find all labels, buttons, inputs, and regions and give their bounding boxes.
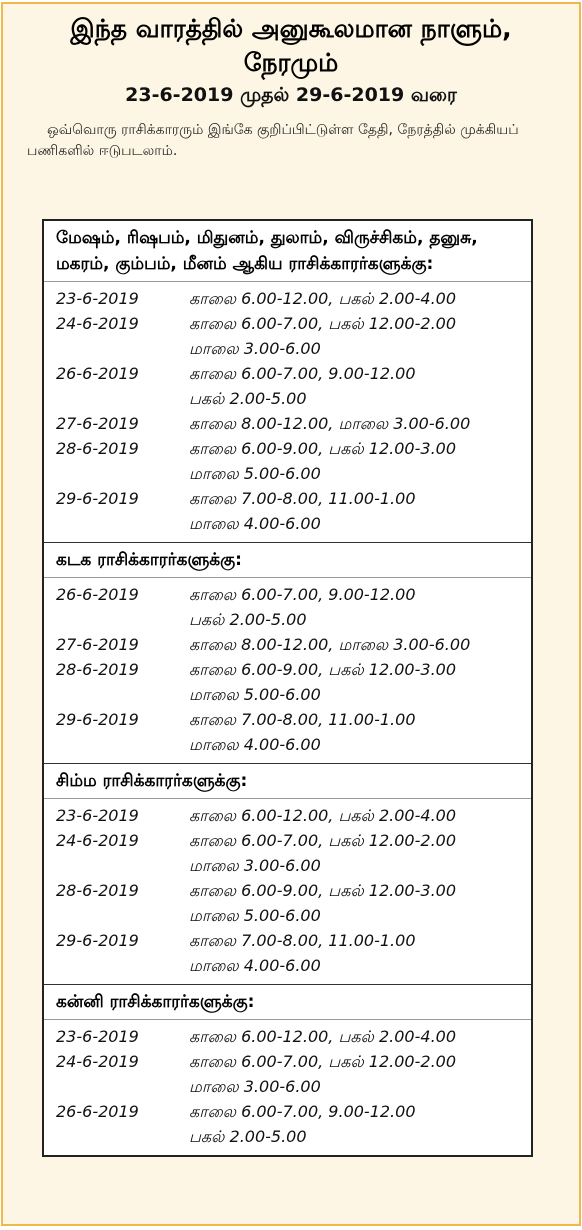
schedule-date: 23-6-2019 <box>56 289 139 308</box>
time-slot-line: காலை 6.00-7.00, 9.00-12.00 <box>189 364 416 383</box>
time-slot-line: காலை 8.00-12.00, மாலை 3.00-6.00 <box>189 414 471 433</box>
schedule-times <box>189 411 531 436</box>
schedule-times <box>189 707 531 757</box>
time-slot-line: பகல் 2.00-5.00 <box>189 610 307 629</box>
section-heading: கடக ராசிக்காரர்களுக்கு: <box>44 543 531 578</box>
schedule-row <box>44 436 531 486</box>
schedule-date: 26-6-2019 <box>56 585 139 604</box>
time-slot-line: காலை 6.00-7.00, 9.00-12.00 <box>189 585 416 604</box>
schedule-times <box>189 803 531 828</box>
schedule-date: 23-6-2019 <box>56 806 139 825</box>
time-slot-line: மாலை 3.00-6.00 <box>189 856 321 875</box>
page-frame <box>1 2 581 1226</box>
section-heading: கன்னி ராசிக்காரர்களுக்கு: <box>44 985 531 1020</box>
schedule-date: 27-6-2019 <box>56 414 139 433</box>
time-slot-line: மாலை 4.00-6.00 <box>189 514 321 533</box>
schedule-times <box>189 657 531 707</box>
schedule-row <box>44 1099 531 1149</box>
time-slot-line: காலை 6.00-12.00, பகல் 2.00-4.00 <box>189 289 457 308</box>
schedule-date: 23-6-2019 <box>56 1027 139 1046</box>
schedule-row <box>44 657 531 707</box>
time-slot-line: காலை 7.00-8.00, 11.00-1.00 <box>189 931 416 950</box>
schedule-date: 26-6-2019 <box>56 1102 139 1121</box>
schedule-times <box>189 311 531 361</box>
schedule-row <box>44 582 531 632</box>
time-slot-line: காலை 6.00-9.00, பகல் 12.00-3.00 <box>189 660 457 679</box>
schedule-times <box>189 632 531 657</box>
schedule-times <box>189 1024 531 1049</box>
title-line-1: இந்த வாரத்தில் அனுகூலமான நாளும், <box>70 14 512 43</box>
schedule-row <box>44 361 531 411</box>
schedule-times <box>189 361 531 411</box>
schedule-rows <box>44 578 531 763</box>
schedule-date: 28-6-2019 <box>56 881 139 900</box>
schedule-row <box>44 707 531 757</box>
schedule-rows <box>44 1020 531 1155</box>
section-heading: மேஷம், ரிஷபம், மிதுனம், துலாம், விருச்சிகம், தனுசு, மகரம், கும்பம், மீனம் ஆகிய ராசிக்காரர்களுக்கு: <box>44 221 531 282</box>
schedule-row <box>44 632 531 657</box>
date-range: 23-6-2019 முதல் 29-6-2019 வரை <box>125 84 457 106</box>
rasi-section <box>44 985 531 1155</box>
rasi-section <box>44 543 531 764</box>
schedule-date: 24-6-2019 <box>56 314 139 333</box>
schedule-times <box>189 486 531 536</box>
time-slot-line: காலை 6.00-7.00, பகல் 12.00-2.00 <box>189 831 457 850</box>
intro-text: ஒவ்வொரு ராசிக்காரரும் இங்கே குறிப்பிட்டுள்ள தேதி, நேரத்தில் முக்கியப் பணிகளில் ஈடுபடலாம். <box>27 122 519 159</box>
schedule-row <box>44 828 531 878</box>
schedule-rows <box>44 799 531 984</box>
schedule-times <box>189 1099 531 1149</box>
schedule-times <box>189 582 531 632</box>
schedule-row <box>44 311 531 361</box>
schedule-date: 29-6-2019 <box>56 710 139 729</box>
rasi-section <box>44 221 531 543</box>
schedule-date: 28-6-2019 <box>56 439 139 458</box>
schedule-row <box>44 1049 531 1099</box>
section-heading: சிம்ம ராசிக்காரர்களுக்கு: <box>44 764 531 799</box>
schedule-row <box>44 928 531 978</box>
time-slot-line: மாலை 4.00-6.00 <box>189 735 321 754</box>
time-slot-line: மாலை 3.00-6.00 <box>189 1077 321 1096</box>
schedule-rows <box>44 282 531 542</box>
time-slot-line: காலை 6.00-9.00, பகல் 12.00-3.00 <box>189 881 457 900</box>
time-slot-line: மாலை 5.00-6.00 <box>189 685 321 704</box>
time-slot-line: பகல் 2.00-5.00 <box>189 389 307 408</box>
schedule-date: 27-6-2019 <box>56 635 139 654</box>
time-slot-line: காலை 6.00-7.00, பகல் 12.00-2.00 <box>189 1052 457 1071</box>
time-slot-line: காலை 6.00-12.00, பகல் 2.00-4.00 <box>189 1027 457 1046</box>
schedule-table <box>42 219 533 1157</box>
schedule-row <box>44 878 531 928</box>
time-slot-line: மாலை 4.00-6.00 <box>189 956 321 975</box>
schedule-date: 29-6-2019 <box>56 931 139 950</box>
schedule-row <box>44 1024 531 1049</box>
page-title <box>3 12 579 80</box>
schedule-date: 24-6-2019 <box>56 831 139 850</box>
time-slot-line: மாலை 3.00-6.00 <box>189 339 321 358</box>
schedule-times <box>189 1049 531 1099</box>
schedule-times <box>189 828 531 878</box>
schedule-times <box>189 928 531 978</box>
title-line-2: நேரமும் <box>243 48 339 77</box>
schedule-row <box>44 803 531 828</box>
time-slot-line: காலை 7.00-8.00, 11.00-1.00 <box>189 489 416 508</box>
schedule-row <box>44 411 531 436</box>
schedule-times <box>189 286 531 311</box>
schedule-row <box>44 486 531 536</box>
time-slot-line: காலை 6.00-7.00, 9.00-12.00 <box>189 1102 416 1121</box>
schedule-row <box>44 286 531 311</box>
time-slot-line: காலை 6.00-7.00, பகல் 12.00-2.00 <box>189 314 457 333</box>
schedule-times <box>189 878 531 928</box>
time-slot-line: காலை 6.00-9.00, பகல் 12.00-3.00 <box>189 439 457 458</box>
schedule-date: 28-6-2019 <box>56 660 139 679</box>
schedule-date: 29-6-2019 <box>56 489 139 508</box>
time-slot-line: காலை 8.00-12.00, மாலை 3.00-6.00 <box>189 635 471 654</box>
schedule-date: 24-6-2019 <box>56 1052 139 1071</box>
schedule-date: 26-6-2019 <box>56 364 139 383</box>
time-slot-line: மாலை 5.00-6.00 <box>189 906 321 925</box>
time-slot-line: காலை 6.00-12.00, பகல் 2.00-4.00 <box>189 806 457 825</box>
time-slot-line: பகல் 2.00-5.00 <box>189 1127 307 1146</box>
time-slot-line: காலை 7.00-8.00, 11.00-1.00 <box>189 710 416 729</box>
time-slot-line: மாலை 5.00-6.00 <box>189 464 321 483</box>
schedule-times <box>189 436 531 486</box>
rasi-section <box>44 764 531 985</box>
